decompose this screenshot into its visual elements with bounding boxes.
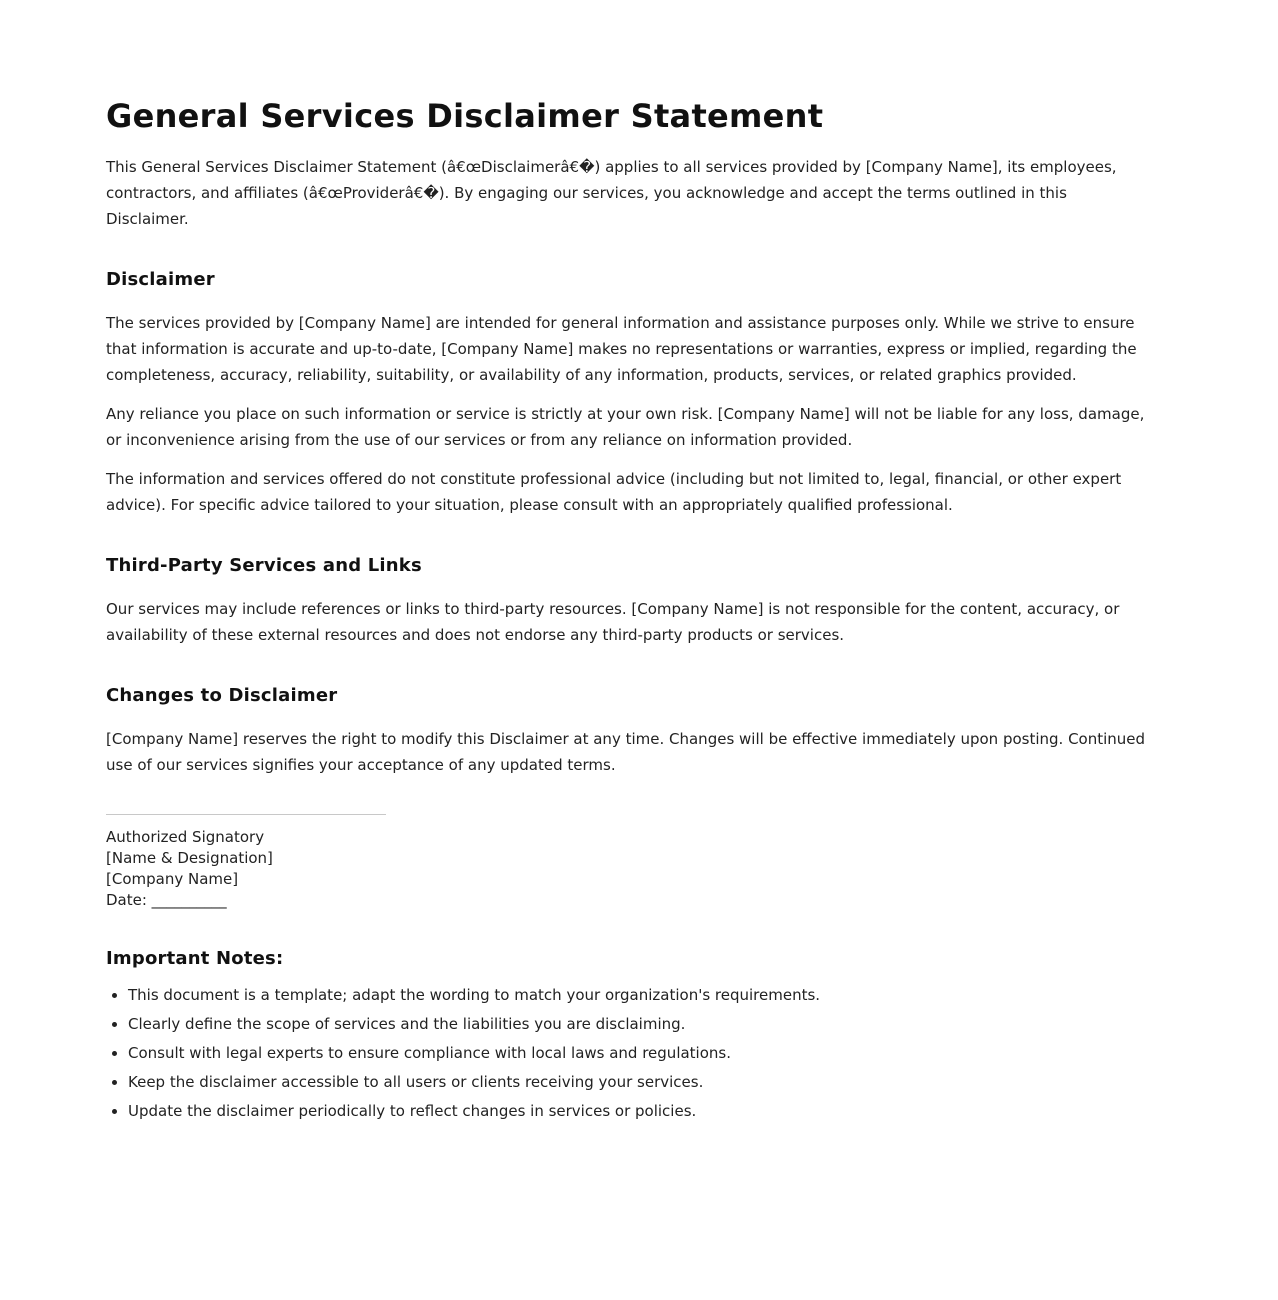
changes-paragraph: [Company Name] reserves the right to modify this Disclaimer at any time. Changes will be effective immediately upon posting. Continued use of our services signifies your acceptance of any updated terms. bbox=[106, 730, 1146, 774]
disclaimer-heading: Disclaimer bbox=[106, 269, 215, 290]
intro-paragraph: This General Services Disclaimer Statement (â€œDisclaimerâ€�) applies to all services provided by [Company Name], its employees, contractors, and affiliates (â€œProviderâ€�). By engaging our services, you acknowledge and accept the terms outlined in this Disclaimer. bbox=[106, 158, 1117, 228]
list-item: • This document is a template; adapt the wording to match your organization's requirements. bbox=[128, 981, 1150, 1010]
important-notes-heading: Important Notes: bbox=[106, 948, 284, 969]
disclaimer-section bbox=[106, 268, 1150, 518]
disclaimer-paragraph: Any reliance you place on such information or service is strictly at your own risk. [Company Name] will not be liable for any loss, damage, or inconvenience arising from the use of our services or from any reliance on information provided. bbox=[106, 405, 1145, 449]
signatory-name-designation: [Name & Designation] bbox=[106, 849, 273, 867]
signatory-title: Authorized Signatory bbox=[106, 828, 265, 846]
third-party-heading: Third-Party Services and Links bbox=[106, 555, 422, 576]
important-notes-list bbox=[106, 981, 1150, 1126]
disclaimer-paragraph: The services provided by [Company Name] are intended for general information and assistance purposes only. While we strive to ensure that information is accurate and up-to-date, [Company Name] makes no representations or warranties, express or implied, regarding the completeness, accuracy, reliability, suitability, or availability of any information, products, services, or related graphics provided. bbox=[106, 314, 1137, 384]
changes-heading: Changes to Disclaimer bbox=[106, 685, 338, 706]
signature-line bbox=[106, 814, 386, 815]
third-party-section bbox=[106, 554, 1150, 648]
signatory-company: [Company Name] bbox=[106, 870, 239, 888]
changes-section bbox=[106, 684, 1150, 778]
list-item: • Clearly define the scope of services and the liabilities you are disclaiming. bbox=[128, 1010, 1150, 1039]
signature-block bbox=[106, 814, 1150, 911]
third-party-paragraph: Our services may include references or links to third-party resources. [Company Name] is not responsible for the content, accuracy, or availability of these external resources and does not endorse any third-party products or services. bbox=[106, 600, 1120, 644]
disclaimer-paragraph: The information and services offered do not constitute professional advice (including but not limited to, legal, financial, or other expert advice). For specific advice tailored to your situation, please consult with an appropriately qualified professional. bbox=[106, 470, 1122, 514]
list-item: • Consult with legal experts to ensure compliance with local laws and regulations. bbox=[128, 1039, 1150, 1068]
signature-date: Date: __________ bbox=[106, 891, 227, 909]
list-item: • Keep the disclaimer accessible to all users or clients receiving your services. bbox=[128, 1068, 1150, 1097]
important-notes-section bbox=[106, 947, 1150, 1126]
document-title: General Services Disclaimer Statement bbox=[106, 97, 824, 135]
list-item: • Update the disclaimer periodically to reflect changes in services or policies. bbox=[128, 1097, 1150, 1126]
